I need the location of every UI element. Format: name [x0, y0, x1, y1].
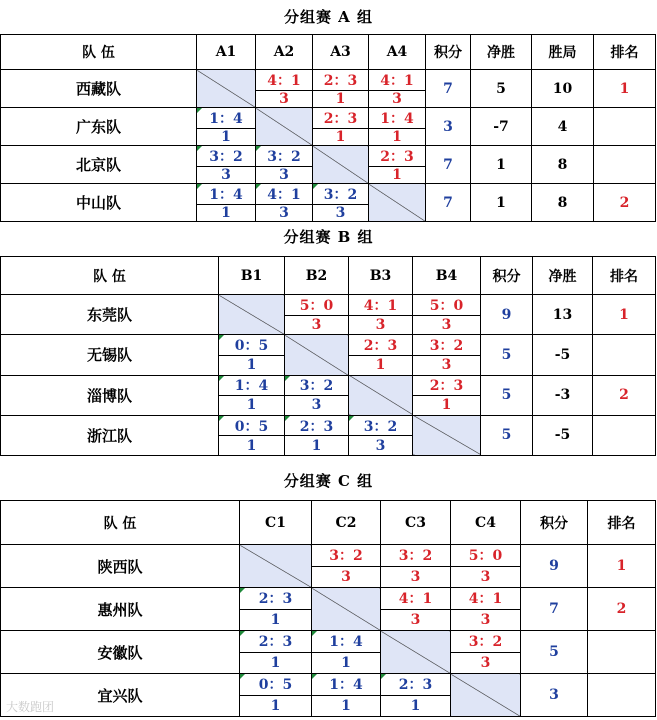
corner-marker	[197, 184, 202, 189]
match-score: 2：3	[381, 674, 450, 696]
group-c-table	[0, 500, 656, 717]
column-header: A2	[256, 35, 313, 70]
match-points: 3	[311, 317, 322, 334]
rank-cell	[588, 674, 656, 717]
column-header: 积分	[521, 501, 588, 545]
self-match-cell	[312, 588, 381, 631]
corner-marker	[285, 376, 290, 381]
match-points: 3	[335, 205, 346, 221]
match-points: 1	[246, 437, 257, 454]
match-score: 3：2	[313, 184, 368, 205]
match-score: 0：5	[240, 674, 311, 696]
match-score: 3：2	[413, 335, 480, 356]
net-wins-cell: 1	[471, 146, 532, 184]
match-score-cell	[240, 588, 312, 631]
corner-marker	[240, 631, 245, 636]
table-row	[1, 375, 656, 415]
match-score: 2：3	[313, 70, 368, 91]
table-row	[1, 588, 656, 631]
match-points: 3	[375, 317, 386, 334]
match-score: 5：0	[413, 295, 480, 316]
corner-marker	[312, 674, 317, 679]
column-header: 排名	[594, 35, 656, 70]
column-header: 胜局	[532, 35, 594, 70]
match-points: 3	[311, 397, 322, 414]
team-name: 中山队	[1, 184, 197, 222]
self-match-cell	[285, 335, 349, 375]
points-cell: 7	[426, 70, 471, 108]
match-points: 1	[410, 697, 421, 714]
column-header: A1	[197, 35, 256, 70]
column-header: 队 伍	[1, 257, 219, 295]
games-won-cell: 10	[532, 70, 594, 108]
points-cell: 9	[481, 295, 533, 335]
match-score: 3：2	[312, 545, 380, 567]
match-score: 2：3	[240, 631, 311, 653]
match-score-cell	[312, 674, 381, 717]
rank-cell: 2	[593, 375, 656, 415]
match-score-cell	[413, 375, 481, 415]
rank-cell: 2	[588, 588, 656, 631]
match-score: 4：1	[369, 70, 425, 91]
match-score: 3：2	[451, 631, 520, 653]
match-score-cell	[312, 631, 381, 674]
points-cell: 5	[521, 631, 588, 674]
table-row	[1, 415, 656, 455]
match-score-cell	[312, 545, 381, 588]
table-row	[1, 184, 656, 222]
group-a-table	[0, 34, 656, 222]
match-score-cell	[413, 335, 481, 375]
corner-marker	[312, 631, 317, 636]
corner-marker	[219, 416, 224, 421]
match-score: 0：5	[219, 416, 284, 437]
self-match-cell	[381, 631, 451, 674]
match-score-cell	[240, 631, 312, 674]
match-points: 1	[335, 91, 346, 107]
match-score: 1：4	[369, 108, 425, 129]
table-row	[1, 545, 656, 588]
match-points: 1	[246, 357, 257, 374]
match-score: 2：3	[313, 108, 368, 129]
match-points: 3	[279, 205, 289, 221]
match-points: 3	[221, 167, 231, 183]
match-points: 1	[392, 129, 402, 145]
match-points: 3	[279, 167, 289, 183]
rank-cell	[593, 335, 656, 375]
match-points: 3	[441, 357, 452, 374]
match-score: 4：1	[451, 588, 520, 610]
self-match-cell	[256, 108, 313, 146]
rank-cell	[588, 631, 656, 674]
match-points: 3	[480, 568, 491, 585]
match-score: 3：2	[256, 146, 312, 167]
rank-cell: 1	[593, 295, 656, 335]
match-score-cell	[369, 146, 426, 184]
self-match-cell	[197, 70, 256, 108]
self-match-cell	[451, 674, 521, 717]
column-header: A4	[369, 35, 426, 70]
table-row	[1, 70, 656, 108]
match-score-cell	[369, 70, 426, 108]
corner-marker	[197, 108, 202, 113]
match-points: 1	[335, 129, 346, 145]
net-wins-cell: 1	[471, 184, 532, 222]
team-name: 东莞队	[1, 295, 219, 335]
match-points: 1	[221, 205, 231, 221]
watermark-text: 大数跑团	[6, 700, 55, 714]
corner-marker	[256, 184, 261, 189]
match-score-cell	[381, 674, 451, 717]
table-row	[1, 108, 656, 146]
self-match-cell	[369, 184, 426, 222]
column-header: 排名	[593, 257, 656, 295]
match-score-cell	[381, 588, 451, 631]
match-score: 2：3	[349, 335, 412, 356]
match-points: 1	[341, 654, 351, 671]
match-points: 3	[279, 91, 289, 107]
match-points: 1	[375, 357, 386, 374]
team-name: 西藏队	[1, 70, 197, 108]
points-cell: 9	[521, 545, 588, 588]
match-score: 2：3	[240, 588, 311, 610]
table-row	[1, 295, 656, 335]
match-score-cell	[451, 545, 521, 588]
match-points: 1	[311, 437, 322, 454]
points-cell: 5	[481, 335, 533, 375]
group-a-title: 分组赛 A 组	[283, 8, 374, 26]
match-points: 1	[270, 611, 281, 628]
match-score-cell	[451, 588, 521, 631]
column-header: C4	[451, 501, 521, 545]
match-score-cell	[197, 108, 256, 146]
match-score-cell	[369, 108, 426, 146]
match-score: 1：4	[197, 184, 255, 205]
match-score-cell	[256, 184, 313, 222]
match-score-cell	[313, 108, 369, 146]
net-wins-cell: -7	[471, 108, 532, 146]
match-score: 4：1	[349, 295, 412, 316]
points-cell: 3	[426, 108, 471, 146]
team-name: 宜兴队	[1, 674, 240, 717]
match-score: 2：3	[413, 376, 480, 397]
games-won-cell: 8	[532, 184, 594, 222]
match-score-cell	[285, 295, 349, 335]
match-score-cell	[313, 70, 369, 108]
team-name: 北京队	[1, 146, 197, 184]
match-points: 1	[270, 654, 281, 671]
points-cell: 7	[521, 588, 588, 631]
match-points: 3	[480, 611, 491, 628]
column-header: 净胜	[471, 35, 532, 70]
corner-marker	[240, 674, 245, 679]
match-score-cell	[349, 415, 413, 455]
match-points: 3	[410, 611, 421, 628]
net-wins-cell: 13	[533, 295, 593, 335]
net-wins-cell: -5	[533, 415, 593, 455]
team-name: 安徽队	[1, 631, 240, 674]
column-header: C2	[312, 501, 381, 545]
match-score-cell	[197, 184, 256, 222]
match-score-cell	[381, 545, 451, 588]
team-name: 无锡队	[1, 335, 219, 375]
match-score-cell	[197, 146, 256, 184]
match-score: 1：4	[312, 631, 380, 653]
games-won-cell: 4	[532, 108, 594, 146]
match-score-cell	[219, 415, 285, 455]
rank-cell: 2	[594, 184, 656, 222]
match-points: 3	[441, 317, 452, 334]
match-score: 1：4	[219, 376, 284, 397]
corner-marker	[219, 376, 224, 381]
column-header: B1	[219, 257, 285, 295]
match-score: 4：1	[256, 70, 312, 91]
match-score: 2：3	[285, 416, 348, 437]
team-name: 浙江队	[1, 415, 219, 455]
match-score: 3：2	[197, 146, 255, 167]
match-points: 3	[480, 654, 491, 671]
match-score: 5：0	[451, 545, 520, 567]
self-match-cell	[349, 375, 413, 415]
column-header: A3	[313, 35, 369, 70]
group-b-table	[0, 256, 656, 456]
match-score: 3：2	[285, 376, 348, 397]
column-header: 排名	[588, 501, 656, 545]
points-cell: 5	[481, 375, 533, 415]
match-points: 1	[441, 397, 452, 414]
match-score: 1：4	[312, 674, 380, 696]
rank-cell: 1	[594, 70, 656, 108]
points-cell: 7	[426, 146, 471, 184]
team-name: 惠州队	[1, 588, 240, 631]
self-match-cell	[413, 415, 481, 455]
match-points: 3	[392, 91, 402, 107]
match-points: 1	[270, 697, 281, 714]
team-name: 陕西队	[1, 545, 240, 588]
match-score-cell	[256, 146, 313, 184]
match-score: 5：0	[285, 295, 348, 316]
column-header: B3	[349, 257, 413, 295]
column-header: B4	[413, 257, 481, 295]
match-score-cell	[349, 295, 413, 335]
team-name: 淄博队	[1, 375, 219, 415]
rank-cell	[593, 415, 656, 455]
match-score-cell	[219, 375, 285, 415]
match-score: 1：4	[197, 108, 255, 129]
table-row	[1, 674, 656, 717]
match-score: 4：1	[256, 184, 312, 205]
rank-cell	[594, 108, 656, 146]
match-score: 0：5	[219, 335, 284, 356]
corner-marker	[381, 674, 386, 679]
column-header: 队 伍	[1, 35, 197, 70]
match-score-cell	[256, 70, 313, 108]
match-score-cell	[240, 674, 312, 717]
match-score-cell	[285, 415, 349, 455]
self-match-cell	[313, 146, 369, 184]
points-cell: 5	[481, 415, 533, 455]
table-row	[1, 146, 656, 184]
match-points: 3	[410, 568, 421, 585]
column-header: B2	[285, 257, 349, 295]
group-b-title: 分组赛 B 组	[283, 228, 374, 246]
match-score-cell	[219, 335, 285, 375]
match-score-cell	[349, 335, 413, 375]
match-score: 3：2	[349, 416, 412, 437]
net-wins-cell: -3	[533, 375, 593, 415]
table-row	[1, 631, 656, 674]
self-match-cell	[240, 545, 312, 588]
column-header: C1	[240, 501, 312, 545]
points-cell: 3	[521, 674, 588, 717]
match-points: 1	[392, 167, 402, 183]
column-header: 积分	[481, 257, 533, 295]
group-c-title: 分组赛 C 组	[283, 472, 374, 490]
corner-marker	[313, 184, 318, 189]
corner-marker	[256, 146, 261, 151]
corner-marker	[349, 416, 354, 421]
table-row	[1, 335, 656, 375]
match-score: 2：3	[369, 146, 425, 167]
games-won-cell: 8	[532, 146, 594, 184]
match-points: 1	[246, 397, 257, 414]
net-wins-cell: -5	[533, 335, 593, 375]
column-header: 队 伍	[1, 501, 240, 545]
corner-marker	[219, 335, 224, 340]
net-wins-cell: 5	[471, 70, 532, 108]
team-name: 广东队	[1, 108, 197, 146]
corner-marker	[285, 416, 290, 421]
match-score-cell	[285, 375, 349, 415]
corner-marker	[197, 146, 202, 151]
corner-marker	[240, 588, 245, 593]
match-points: 1	[341, 697, 351, 714]
rank-cell: 1	[588, 545, 656, 588]
match-points: 1	[221, 129, 231, 145]
match-score-cell	[313, 184, 369, 222]
match-score: 3：2	[381, 545, 450, 567]
match-score: 4：1	[381, 588, 450, 610]
match-points: 3	[341, 568, 351, 585]
self-match-cell	[219, 295, 285, 335]
column-header: 净胜	[533, 257, 593, 295]
points-cell: 7	[426, 184, 471, 222]
match-score-cell	[413, 295, 481, 335]
match-points: 3	[375, 437, 386, 454]
rank-cell	[594, 146, 656, 184]
column-header: C3	[381, 501, 451, 545]
column-header: 积分	[426, 35, 471, 70]
match-score-cell	[451, 631, 521, 674]
